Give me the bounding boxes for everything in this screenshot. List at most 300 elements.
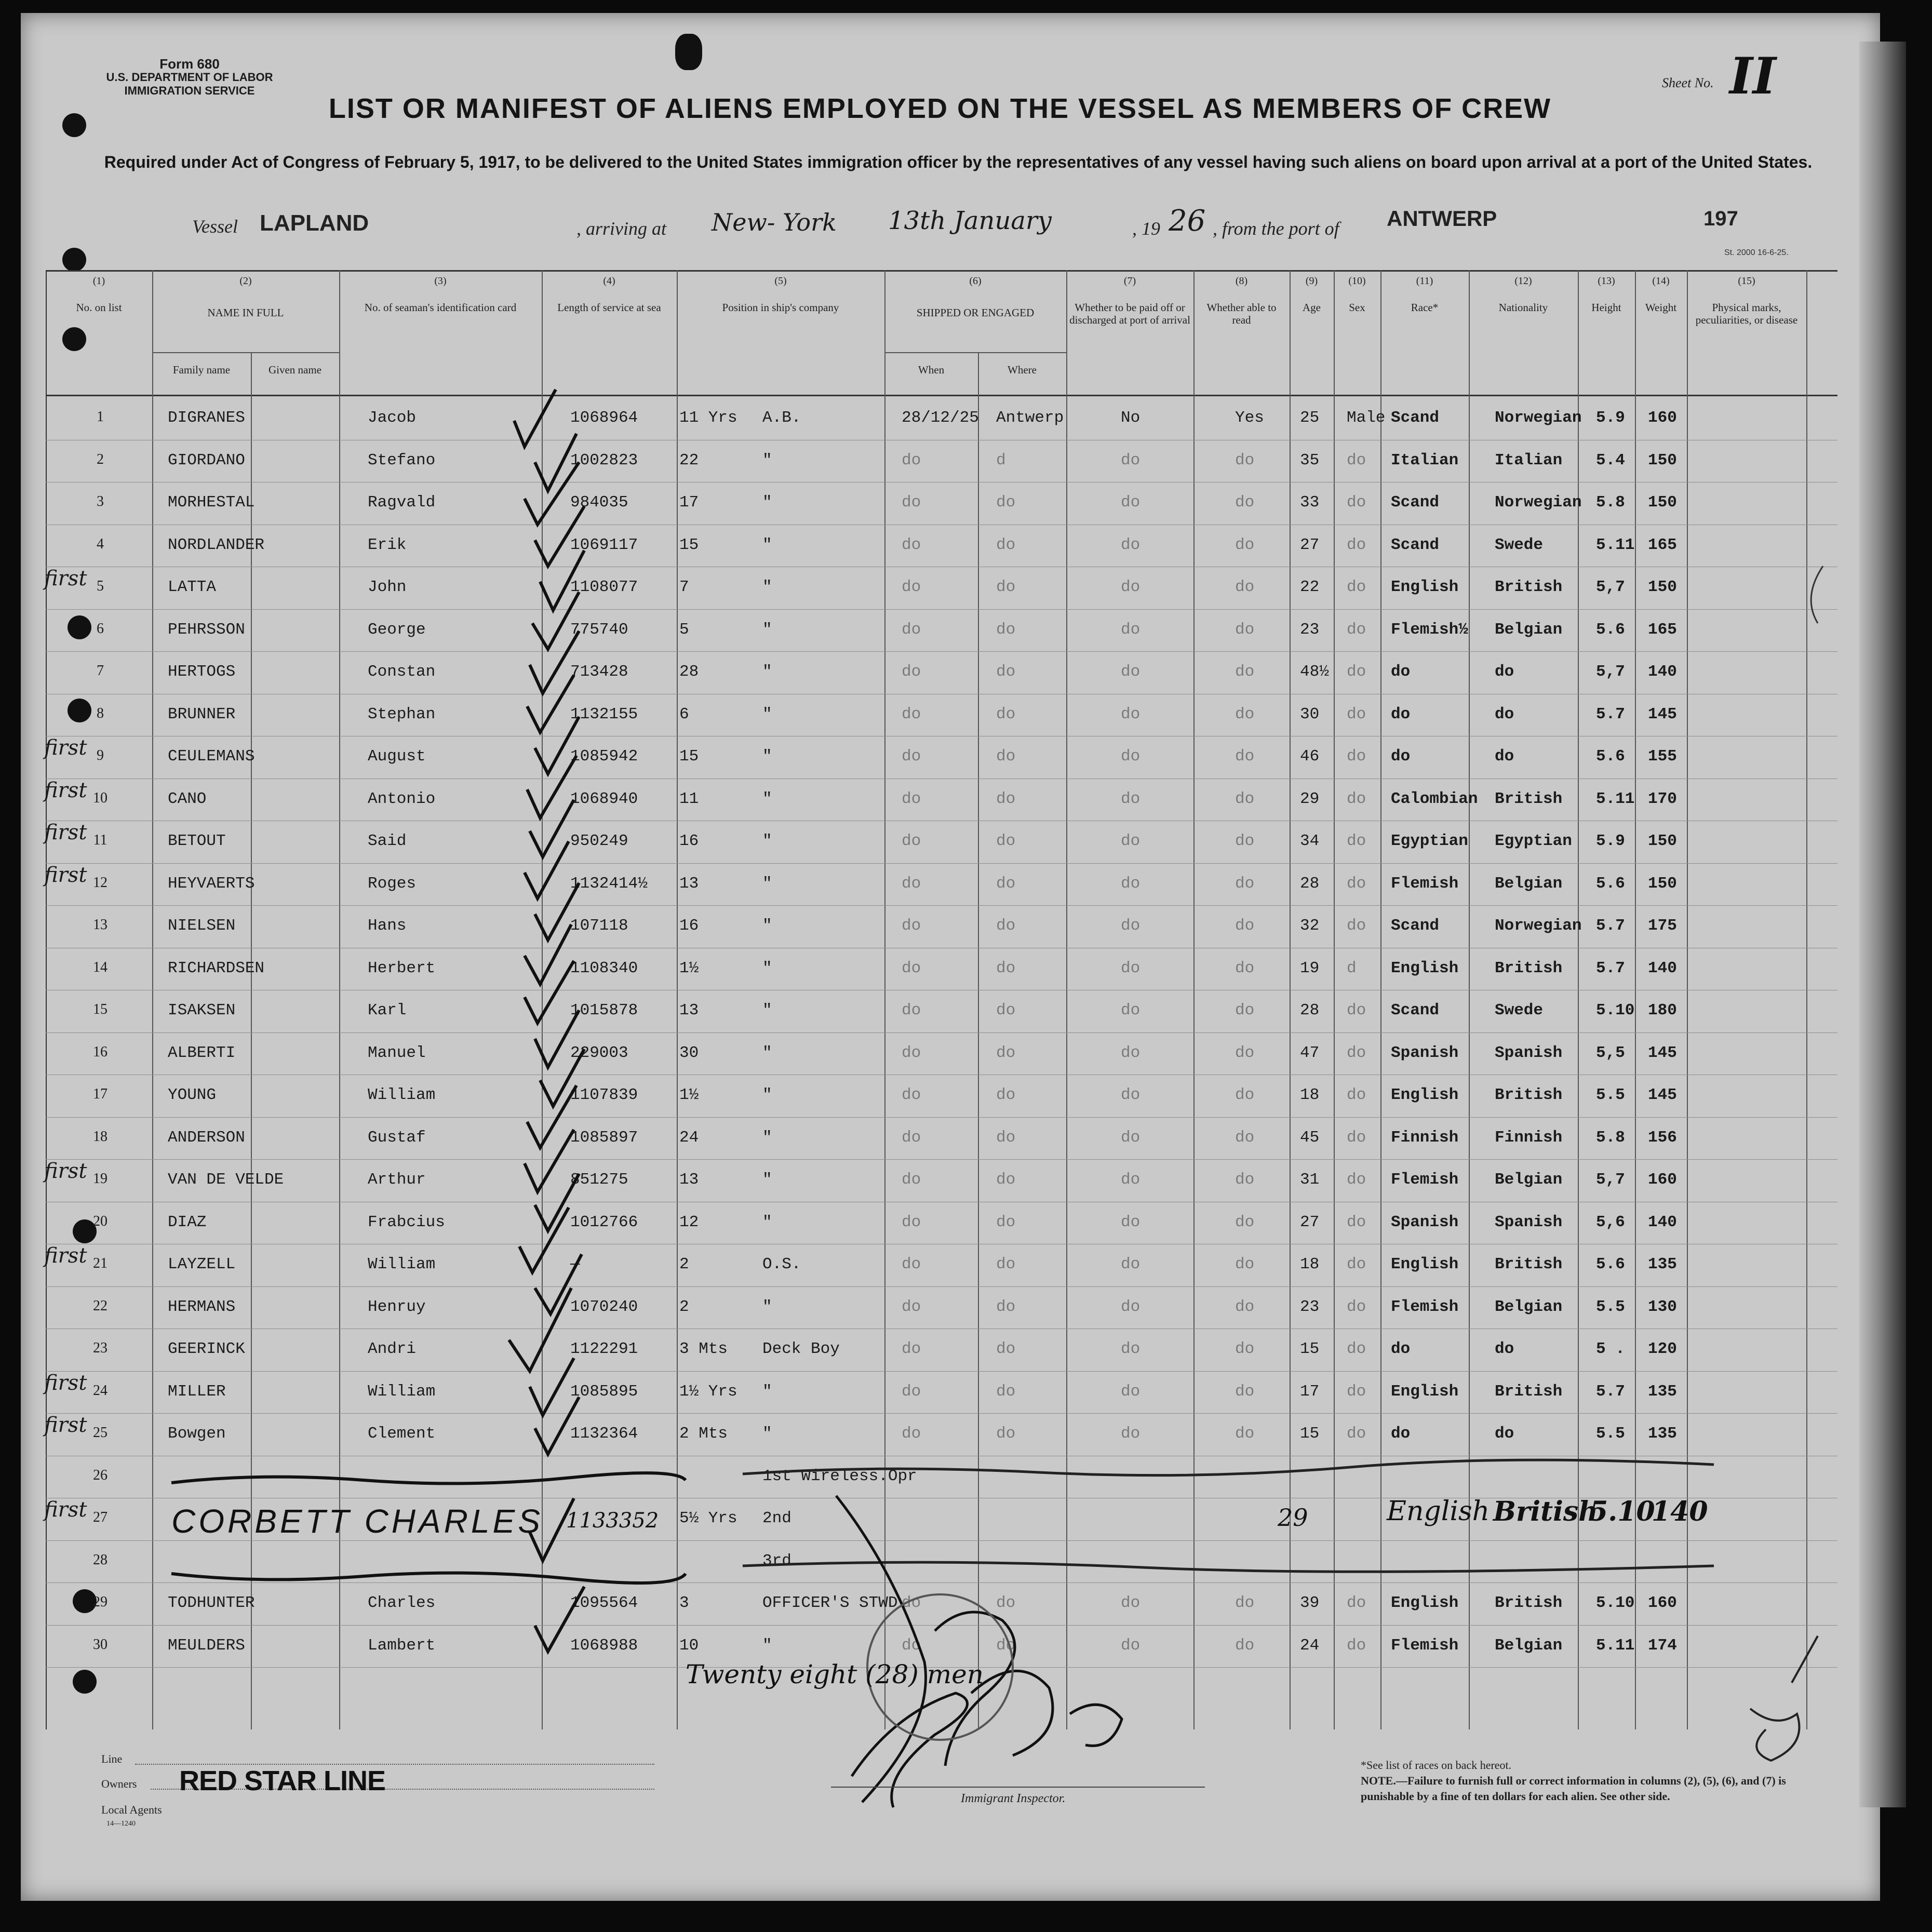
cell-given: William — [368, 1382, 436, 1401]
cell-service: 2 Mts — [679, 1425, 728, 1443]
cell-position: " — [762, 917, 772, 935]
cell-nationality: Spanish — [1495, 1213, 1563, 1231]
cell-given: Ragvald — [368, 493, 436, 512]
binder-hole — [62, 248, 86, 272]
handwritten-race-corbett: English — [1387, 1496, 1490, 1527]
cell-position: " — [762, 451, 772, 469]
cell-height: 5.5 — [1596, 1086, 1625, 1104]
cell-paid: do — [1121, 747, 1141, 766]
cell-weight: 160 — [1648, 1171, 1677, 1189]
cell-sex: do — [1347, 620, 1366, 639]
cell-race: English — [1391, 1086, 1459, 1104]
cell-card: 984035 — [570, 493, 628, 512]
cell-race: Flemish — [1391, 1171, 1459, 1189]
cell-given: Constan — [368, 663, 436, 681]
cell-when: do — [902, 1636, 921, 1655]
cell-race: English — [1391, 959, 1459, 977]
cell-height: 5,6 — [1596, 1213, 1625, 1231]
cell-no: 20 — [93, 1213, 108, 1229]
cell-service: 12 — [679, 1213, 699, 1231]
row-rule — [46, 1032, 1837, 1033]
cell-no: 12 — [93, 874, 108, 891]
cell-where: do — [996, 493, 1016, 512]
cell-where: Antwerp — [996, 409, 1064, 427]
cell-height: 5.4 — [1596, 451, 1625, 469]
cell-position: " — [762, 959, 772, 977]
cell-read: do — [1235, 832, 1255, 850]
cell-sex: do — [1347, 1043, 1366, 1062]
cell-no: 13 — [93, 917, 108, 933]
cell-weight: 150 — [1648, 578, 1677, 596]
cell-card: 775740 — [570, 620, 628, 639]
cell-where: do — [996, 535, 1016, 554]
column-divider — [1193, 270, 1195, 1729]
cell-no: 14 — [93, 959, 108, 975]
column-number: (7) — [1123, 275, 1136, 287]
cell-read: do — [1235, 1636, 1255, 1655]
cell-height: 5.6 — [1596, 874, 1625, 893]
cell-family: PEHRSSON — [168, 620, 245, 639]
cell-weight: 155 — [1648, 747, 1677, 766]
cell-service: 1½ — [679, 959, 699, 977]
handwritten-nationality-corbett: British — [1493, 1496, 1598, 1527]
margin-note-first: first — [44, 821, 87, 844]
column-header: SHIPPED OR ENGAGED — [916, 306, 1035, 319]
cell-nationality: do — [1495, 663, 1514, 681]
cell-given: Stefano — [368, 451, 436, 469]
column-divider — [1380, 270, 1381, 1729]
column-number: (6) — [969, 275, 982, 287]
cell-paid: do — [1121, 917, 1141, 935]
cell-read: do — [1235, 1382, 1255, 1401]
cell-height: 5.7 — [1596, 1382, 1625, 1401]
cell-no: 25 — [93, 1425, 108, 1441]
cell-nationality: Norwegian — [1495, 409, 1582, 427]
cell-sex: d — [1347, 959, 1357, 977]
cell-sex: do — [1347, 493, 1366, 512]
cell-service: 15 — [679, 747, 699, 766]
page-edge — [1859, 42, 1906, 1807]
cell-nationality: British — [1495, 1382, 1563, 1401]
column-subheader: When — [918, 364, 945, 376]
handwritten-weight-corbett: 140 — [1652, 1496, 1708, 1527]
cell-paid: do — [1121, 1213, 1141, 1231]
row-rule — [46, 905, 1837, 906]
cell-height: 5 . — [1596, 1340, 1625, 1358]
cell-weight: 140 — [1648, 663, 1677, 681]
cell-sex: do — [1347, 1128, 1366, 1147]
cell-race: do — [1391, 705, 1411, 723]
cell-weight: 165 — [1648, 620, 1677, 639]
cell-where: do — [996, 1086, 1016, 1104]
cell-given: William — [368, 1255, 436, 1273]
cell-weight: 150 — [1648, 832, 1677, 850]
column-header: Position in ship's company — [722, 301, 839, 314]
cell-paid: do — [1121, 493, 1141, 512]
cell-when: do — [902, 1043, 921, 1062]
cell-age: 28 — [1300, 1001, 1320, 1019]
cell-read: do — [1235, 705, 1255, 723]
cell-given: Charles — [368, 1594, 436, 1612]
row-rule — [46, 863, 1837, 864]
cell-weight: 160 — [1648, 409, 1677, 427]
cell-position: " — [762, 832, 772, 850]
cell-no: 22 — [93, 1297, 108, 1314]
arriving-label: , arriving at — [576, 218, 667, 239]
cell-height: 5.6 — [1596, 1255, 1625, 1273]
cell-sex: do — [1347, 1594, 1366, 1612]
cell-position: " — [762, 747, 772, 766]
cell-sex: do — [1347, 874, 1366, 893]
cell-age: 47 — [1300, 1043, 1320, 1062]
cell-service: 11 — [679, 789, 699, 808]
cell-family: TODHUNTER — [168, 1594, 255, 1612]
cell-race: Calombian — [1391, 789, 1478, 808]
cell-when: do — [902, 959, 921, 977]
cell-race: do — [1391, 747, 1411, 766]
cell-service: 13 — [679, 1001, 699, 1019]
cell-position: A.B. — [762, 409, 801, 427]
cell-position: 3rd — [762, 1551, 791, 1570]
cell-where: do — [996, 578, 1016, 596]
cell-race: do — [1391, 1340, 1411, 1358]
column-number: (13) — [1598, 275, 1615, 287]
cell-race: Egyptian — [1391, 832, 1468, 850]
cell-position: " — [762, 1001, 772, 1019]
cell-nationality: Spanish — [1495, 1043, 1563, 1062]
cell-where: d — [996, 451, 1006, 469]
column-subheader: Given name — [268, 364, 322, 376]
cell-paid: do — [1121, 1128, 1141, 1147]
cell-height: 5.7 — [1596, 705, 1625, 723]
cell-service: 1½ Yrs — [679, 1382, 737, 1401]
cell-age: 22 — [1300, 578, 1320, 596]
cell-position: 1st Wireless.Opr — [762, 1467, 917, 1485]
cell-family: NIELSEN — [168, 917, 236, 935]
cell-given: John — [368, 578, 407, 596]
service-name: IMMIGRATION SERVICE — [124, 84, 255, 97]
cell-weight: 150 — [1648, 451, 1677, 469]
cell-service: 16 — [679, 832, 699, 850]
cell-weight: 145 — [1648, 1086, 1677, 1104]
cell-sex: do — [1347, 1255, 1366, 1273]
cell-height: 5.11 — [1596, 1636, 1635, 1655]
cell-weight: 175 — [1648, 917, 1677, 935]
cell-card: 1095564 — [570, 1594, 638, 1612]
cell-family: HEYVAERTS — [168, 874, 255, 893]
cell-card: 229003 — [570, 1043, 628, 1062]
row-rule — [46, 1286, 1837, 1287]
cell-given: Frabcius — [368, 1213, 445, 1231]
cell-read: do — [1235, 874, 1255, 893]
stock-note: St. 2000 16-6-25. — [1724, 248, 1789, 257]
cell-service: 7 — [679, 578, 689, 596]
cell-no: 17 — [93, 1086, 108, 1102]
cell-height: 5.7 — [1596, 917, 1625, 935]
column-header: No. of seaman's identification card — [364, 301, 517, 314]
cell-height: 5.8 — [1596, 1128, 1625, 1147]
cell-card: 1085942 — [570, 747, 638, 766]
cell-when: do — [902, 1297, 921, 1316]
cell-age: 29 — [1300, 789, 1320, 808]
row-rule — [46, 1371, 1837, 1372]
year-stamp: 197 — [1703, 207, 1738, 230]
cell-read: do — [1235, 1043, 1255, 1062]
cell-no: 9 — [97, 747, 104, 763]
cell-card: 1070240 — [570, 1297, 638, 1316]
handwritten-height-corbett: 5.10 — [1589, 1496, 1655, 1527]
name-subheader-line — [152, 352, 339, 353]
cell-card: 1069117 — [570, 535, 638, 554]
cell-when: do — [902, 747, 921, 766]
cell-sex: do — [1347, 1086, 1366, 1104]
cell-read: do — [1235, 1297, 1255, 1316]
column-divider — [152, 270, 153, 1729]
cell-given: Hans — [368, 917, 407, 935]
cell-given: Henruy — [368, 1297, 426, 1316]
cell-age: 28 — [1300, 874, 1320, 893]
column-header: Whether able to read — [1206, 301, 1277, 326]
cell-position: " — [762, 1086, 772, 1104]
cell-no: 7 — [97, 663, 104, 679]
cell-service: 16 — [679, 917, 699, 935]
cell-sex: do — [1347, 747, 1366, 766]
cell-paid: do — [1121, 620, 1141, 639]
cell-family: Bowgen — [168, 1425, 226, 1443]
line-label: Line — [101, 1752, 123, 1765]
cell-when: 28/12/25 — [902, 409, 979, 427]
cell-race: Flemish — [1391, 1636, 1459, 1655]
cell-given: Jacob — [368, 409, 417, 427]
row-rule — [46, 651, 1837, 652]
row-rule — [46, 1159, 1837, 1160]
cell-position: " — [762, 1171, 772, 1189]
cell-paid: do — [1121, 832, 1141, 850]
column-header: Physical marks, peculiarities, or disease — [1695, 301, 1798, 326]
column-divider — [1806, 270, 1807, 1729]
cell-where: do — [996, 917, 1016, 935]
sheet-label: Sheet No. — [1662, 75, 1714, 90]
cell-position: 2nd — [762, 1509, 791, 1527]
cell-position: " — [762, 535, 772, 554]
arrival-year: 26 — [1169, 204, 1206, 238]
cell-read: do — [1235, 747, 1255, 766]
column-subheader: Family name — [172, 364, 231, 376]
cell-height: 5.10 — [1596, 1001, 1635, 1019]
column-number: (11) — [1416, 275, 1433, 287]
cell-position: " — [762, 705, 772, 723]
cell-nationality: do — [1495, 705, 1514, 723]
cell-family: BETOUT — [168, 832, 226, 850]
cell-sex: do — [1347, 1340, 1366, 1358]
cell-height: 5.8 — [1596, 493, 1625, 512]
cell-where: do — [996, 1340, 1016, 1358]
cell-read: do — [1235, 578, 1255, 596]
cell-height: 5.9 — [1596, 409, 1625, 427]
cell-position: " — [762, 1425, 772, 1443]
cell-no: 23 — [93, 1340, 108, 1356]
cell-read: do — [1235, 1086, 1255, 1104]
cell-where: do — [996, 1213, 1016, 1231]
column-header: NAME IN FULL — [207, 306, 284, 319]
cell-race: Scand — [1391, 1001, 1440, 1019]
cell-given: Antonio — [368, 789, 436, 808]
cell-when: do — [902, 451, 921, 469]
shipped-subcolumn-divider — [978, 352, 979, 1729]
cell-position: " — [762, 1297, 772, 1316]
row-rule — [46, 1117, 1837, 1118]
footer-notes — [1361, 1757, 1818, 1804]
cell-position: " — [762, 578, 772, 596]
cell-service: 13 — [679, 874, 699, 893]
cell-read: do — [1235, 493, 1255, 512]
cell-paid: do — [1121, 1636, 1141, 1655]
cell-height: 5.7 — [1596, 959, 1625, 977]
cell-paid: do — [1121, 789, 1141, 808]
cell-when: do — [902, 1425, 921, 1443]
cell-given: Said — [368, 832, 407, 850]
cell-card: 1122291 — [570, 1340, 638, 1358]
cell-family: LATTA — [168, 578, 217, 596]
top-punch-hole — [675, 34, 702, 70]
cell-family: GIORDANO — [168, 451, 245, 469]
cell-height: 5.5 — [1596, 1297, 1625, 1316]
cell-sex: do — [1347, 705, 1366, 723]
cell-age: 39 — [1300, 1594, 1320, 1612]
cell-weight: 156 — [1648, 1128, 1677, 1147]
cell-age: 15 — [1300, 1425, 1320, 1443]
cell-no: 26 — [93, 1467, 108, 1483]
cell-card: 1132414½ — [570, 874, 648, 893]
cell-sex: do — [1347, 1213, 1366, 1231]
cell-given: George — [368, 620, 426, 639]
cell-age: 25 — [1300, 409, 1320, 427]
cell-age: 46 — [1300, 747, 1320, 766]
cell-where: do — [996, 959, 1016, 977]
cell-sex: do — [1347, 451, 1366, 469]
cell-race: English — [1391, 1255, 1459, 1273]
cell-age: 33 — [1300, 493, 1320, 512]
row-rule — [46, 1582, 1837, 1583]
cell-nationality: Finnish — [1495, 1128, 1563, 1147]
column-header: Height — [1591, 301, 1621, 314]
cell-when: do — [902, 917, 921, 935]
cell-read: do — [1235, 1001, 1255, 1019]
cell-sex: do — [1347, 1171, 1366, 1189]
cell-where: do — [996, 1128, 1016, 1147]
shipped-subheader-line — [884, 352, 1066, 353]
cell-where: do — [996, 1636, 1016, 1655]
cell-race: English — [1391, 1382, 1459, 1401]
cell-nationality: Swede — [1495, 1001, 1544, 1019]
cell-sex: do — [1347, 1001, 1366, 1019]
cell-weight: 145 — [1648, 705, 1677, 723]
cell-where: do — [996, 1594, 1016, 1612]
cell-height: 5,7 — [1596, 663, 1625, 681]
cell-sex: Male — [1347, 409, 1386, 427]
cell-sex: do — [1347, 1636, 1366, 1655]
cell-service: 17 — [679, 493, 699, 512]
cell-race: do — [1391, 663, 1411, 681]
cell-given: Arthur — [368, 1171, 426, 1189]
cell-read: do — [1235, 1213, 1255, 1231]
cell-paid: No — [1121, 409, 1141, 427]
cell-family: YOUNG — [168, 1086, 217, 1104]
from-label: , from the port of — [1213, 218, 1339, 239]
cell-read: Yes — [1235, 409, 1264, 427]
cell-card: 1085897 — [570, 1128, 638, 1147]
cell-family: ANDERSON — [168, 1128, 245, 1147]
cell-service: 3 Mts — [679, 1340, 728, 1358]
cell-no: 27 — [93, 1509, 108, 1525]
cell-race: Scand — [1391, 493, 1440, 512]
cell-paid: do — [1121, 1255, 1141, 1273]
cell-family: MILLER — [168, 1382, 226, 1401]
cell-age: 18 — [1300, 1086, 1320, 1104]
fine-note: NOTE.—Failure to furnish full or correct information in columns (2), (5), (6), and (7) is punishable by a fine of ten dollars for each alien. See other side. — [1361, 1774, 1786, 1803]
cell-where: do — [996, 789, 1016, 808]
cell-no: 2 — [97, 451, 104, 467]
cell-weight: 160 — [1648, 1594, 1677, 1612]
margin-note-first: first — [44, 1413, 87, 1437]
cell-race: English — [1391, 1594, 1459, 1612]
cell-nationality: Egyptian — [1495, 832, 1572, 850]
cell-age: 35 — [1300, 451, 1320, 469]
cell-age: 17 — [1300, 1382, 1320, 1401]
page-subtitle: Required under Act of Congress of February 5, 1917, to be delivered to the United States immigration officer by the representatives of any vessel having such aliens on board upon arrival at a port of the United States. — [104, 153, 1813, 171]
agents-stamp: RED STAR LINE — [179, 1765, 386, 1796]
cell-when: do — [902, 789, 921, 808]
cell-read: do — [1235, 1594, 1255, 1612]
handwritten-age-corbett: 29 — [1278, 1504, 1308, 1532]
column-number: (2) — [239, 275, 252, 287]
cell-card: 851275 — [570, 1171, 628, 1189]
cell-no: 3 — [97, 493, 104, 509]
cell-given: Erik — [368, 535, 407, 554]
cell-no: 5 — [97, 578, 104, 594]
arrival-date: 13th January — [888, 206, 1052, 235]
cell-family: BRUNNER — [168, 705, 236, 723]
cell-service: 6 — [679, 705, 689, 723]
cell-age: 24 — [1300, 1636, 1320, 1655]
cell-paid: do — [1121, 1340, 1141, 1358]
cell-paid: do — [1121, 1171, 1141, 1189]
cell-age: 15 — [1300, 1340, 1320, 1358]
cell-read: do — [1235, 1171, 1255, 1189]
cell-paid: do — [1121, 1425, 1141, 1443]
cell-nationality: British — [1495, 578, 1563, 596]
cell-weight: 135 — [1648, 1255, 1677, 1273]
cell-given: William — [368, 1086, 436, 1104]
cell-no: 11 — [93, 832, 108, 848]
cell-given: Clement — [368, 1425, 436, 1443]
cell-paid: do — [1121, 1297, 1141, 1316]
cell-nationality: Belgian — [1495, 1171, 1563, 1189]
column-header: Age — [1303, 301, 1321, 314]
cell-where: do — [996, 1001, 1016, 1019]
cell-given: August — [368, 747, 426, 766]
column-header: No. on list — [76, 301, 122, 314]
cell-sex: do — [1347, 578, 1366, 596]
cell-weight: 150 — [1648, 874, 1677, 893]
cell-service: 22 — [679, 451, 699, 469]
cell-height: 5.10 — [1596, 1594, 1635, 1612]
handwritten-name-corbett: CORBETT CHARLES — [171, 1502, 543, 1540]
cell-weight: 140 — [1648, 959, 1677, 977]
cell-position: " — [762, 1043, 772, 1062]
cell-race: Spanish — [1391, 1213, 1459, 1231]
page-title: LIST OR MANIFEST OF ALIENS EMPLOYED ON THE VESSEL AS MEMBERS OF CREW — [328, 93, 1552, 124]
